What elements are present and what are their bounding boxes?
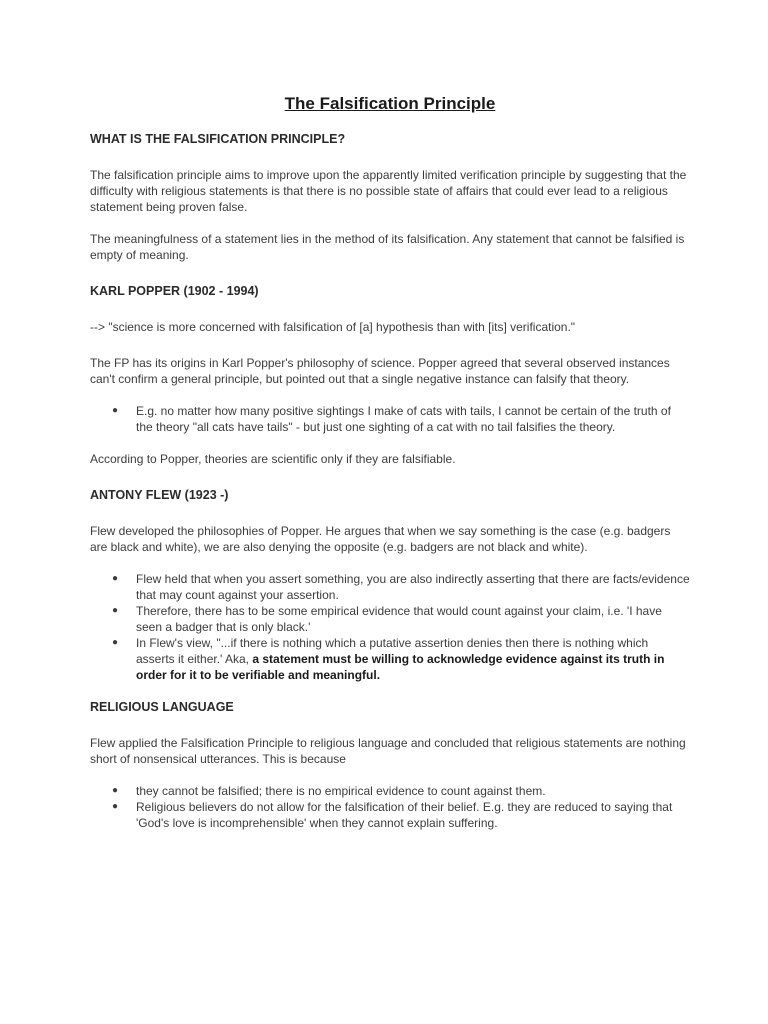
bullet-icon: ● bbox=[112, 605, 119, 616]
paragraph: The falsification principle aims to improve upon the apparently limited verification principle by suggesting that the difficulty with religious statements is that there is no possible state of affairs that could ever lead to a religious statement being proven false. bbox=[90, 168, 687, 214]
section-heading-karl-popper: KARL POPPER (1902 - 1994) bbox=[90, 284, 259, 298]
bullet-icon: ● bbox=[112, 637, 119, 648]
popper-quote: --> "science is more concerned with falsification of [a] hypothesis than with [its] verification." bbox=[90, 320, 576, 334]
list-item-text: Therefore, there has to be some empirical evidence that would count against your claim, i.e. 'I have seen a badger that is only black.' bbox=[136, 604, 662, 634]
section-heading-what-is: WHAT IS THE FALSIFICATION PRINCIPLE? bbox=[90, 132, 346, 146]
paragraph: According to Popper, theories are scientific only if they are falsifiable. bbox=[90, 452, 456, 466]
list-item bbox=[112, 783, 690, 799]
paragraph: Flew applied the Falsification Principle to religious language and concluded that religious statements are nothing short of nonsensical utterances. This is because bbox=[90, 736, 686, 766]
bullet-icon: ● bbox=[112, 573, 119, 584]
paragraph: The FP has its origins in Karl Popper's philosophy of science. Popper agreed that several observed instances can't confirm a general principle, but pointed out that a single negative instance can falsify that theory. bbox=[90, 356, 670, 386]
paragraph: Flew developed the philosophies of Popper. He argues that when we say something is the case (e.g. badgers are black and white), we are also denying the opposite (e.g. badgers are not black and white). bbox=[90, 524, 671, 554]
bullet-list bbox=[90, 403, 690, 435]
list-item-text: In Flew's view, "...if there is nothing which a putative assertion denies then there is nothing which asserts it either.' Aka, bbox=[136, 636, 649, 666]
bullet-icon: ● bbox=[112, 801, 119, 812]
list-item bbox=[112, 403, 690, 435]
paragraph: The meaningfulness of a statement lies in the method of its falsification. Any statement that cannot be falsified is empty of meaning. bbox=[90, 232, 685, 262]
bullet-icon: ● bbox=[112, 785, 119, 796]
document-title: The Falsification Principle bbox=[284, 94, 496, 113]
bullet-list bbox=[90, 571, 690, 683]
list-item bbox=[112, 603, 690, 635]
list-item bbox=[112, 635, 690, 683]
emphasized-statement: a statement must be willing to acknowledge evidence against its truth in order for it to be verifiable and meaningful. bbox=[136, 652, 665, 682]
list-item-text: Flew held that when you assert something, you are also indirectly asserting that there are facts/evidence that may count against your assertion. bbox=[136, 572, 690, 602]
list-item bbox=[112, 799, 690, 831]
list-item-text: Religious believers do not allow for the falsification of their belief. E.g. they are reduced to saying that 'God's love is incomprehensible' when they cannot explain suffering. bbox=[136, 800, 673, 830]
section-heading-antony-flew: ANTONY FLEW (1923 -) bbox=[90, 488, 229, 502]
list-item bbox=[112, 571, 690, 603]
section-heading-religious-language: RELIGIOUS LANGUAGE bbox=[90, 700, 234, 714]
bullet-icon: ● bbox=[112, 405, 119, 416]
bullet-list bbox=[90, 783, 690, 831]
list-item-text: they cannot be falsified; there is no empirical evidence to count against them. bbox=[136, 784, 546, 798]
document-body bbox=[90, 92, 690, 847]
list-item-text: E.g. no matter how many positive sightings I make of cats with tails, I cannot be certain of the truth of the theory "all cats have tails" - but just one sighting of a cat with no tail falsifies the theory. bbox=[136, 404, 671, 434]
